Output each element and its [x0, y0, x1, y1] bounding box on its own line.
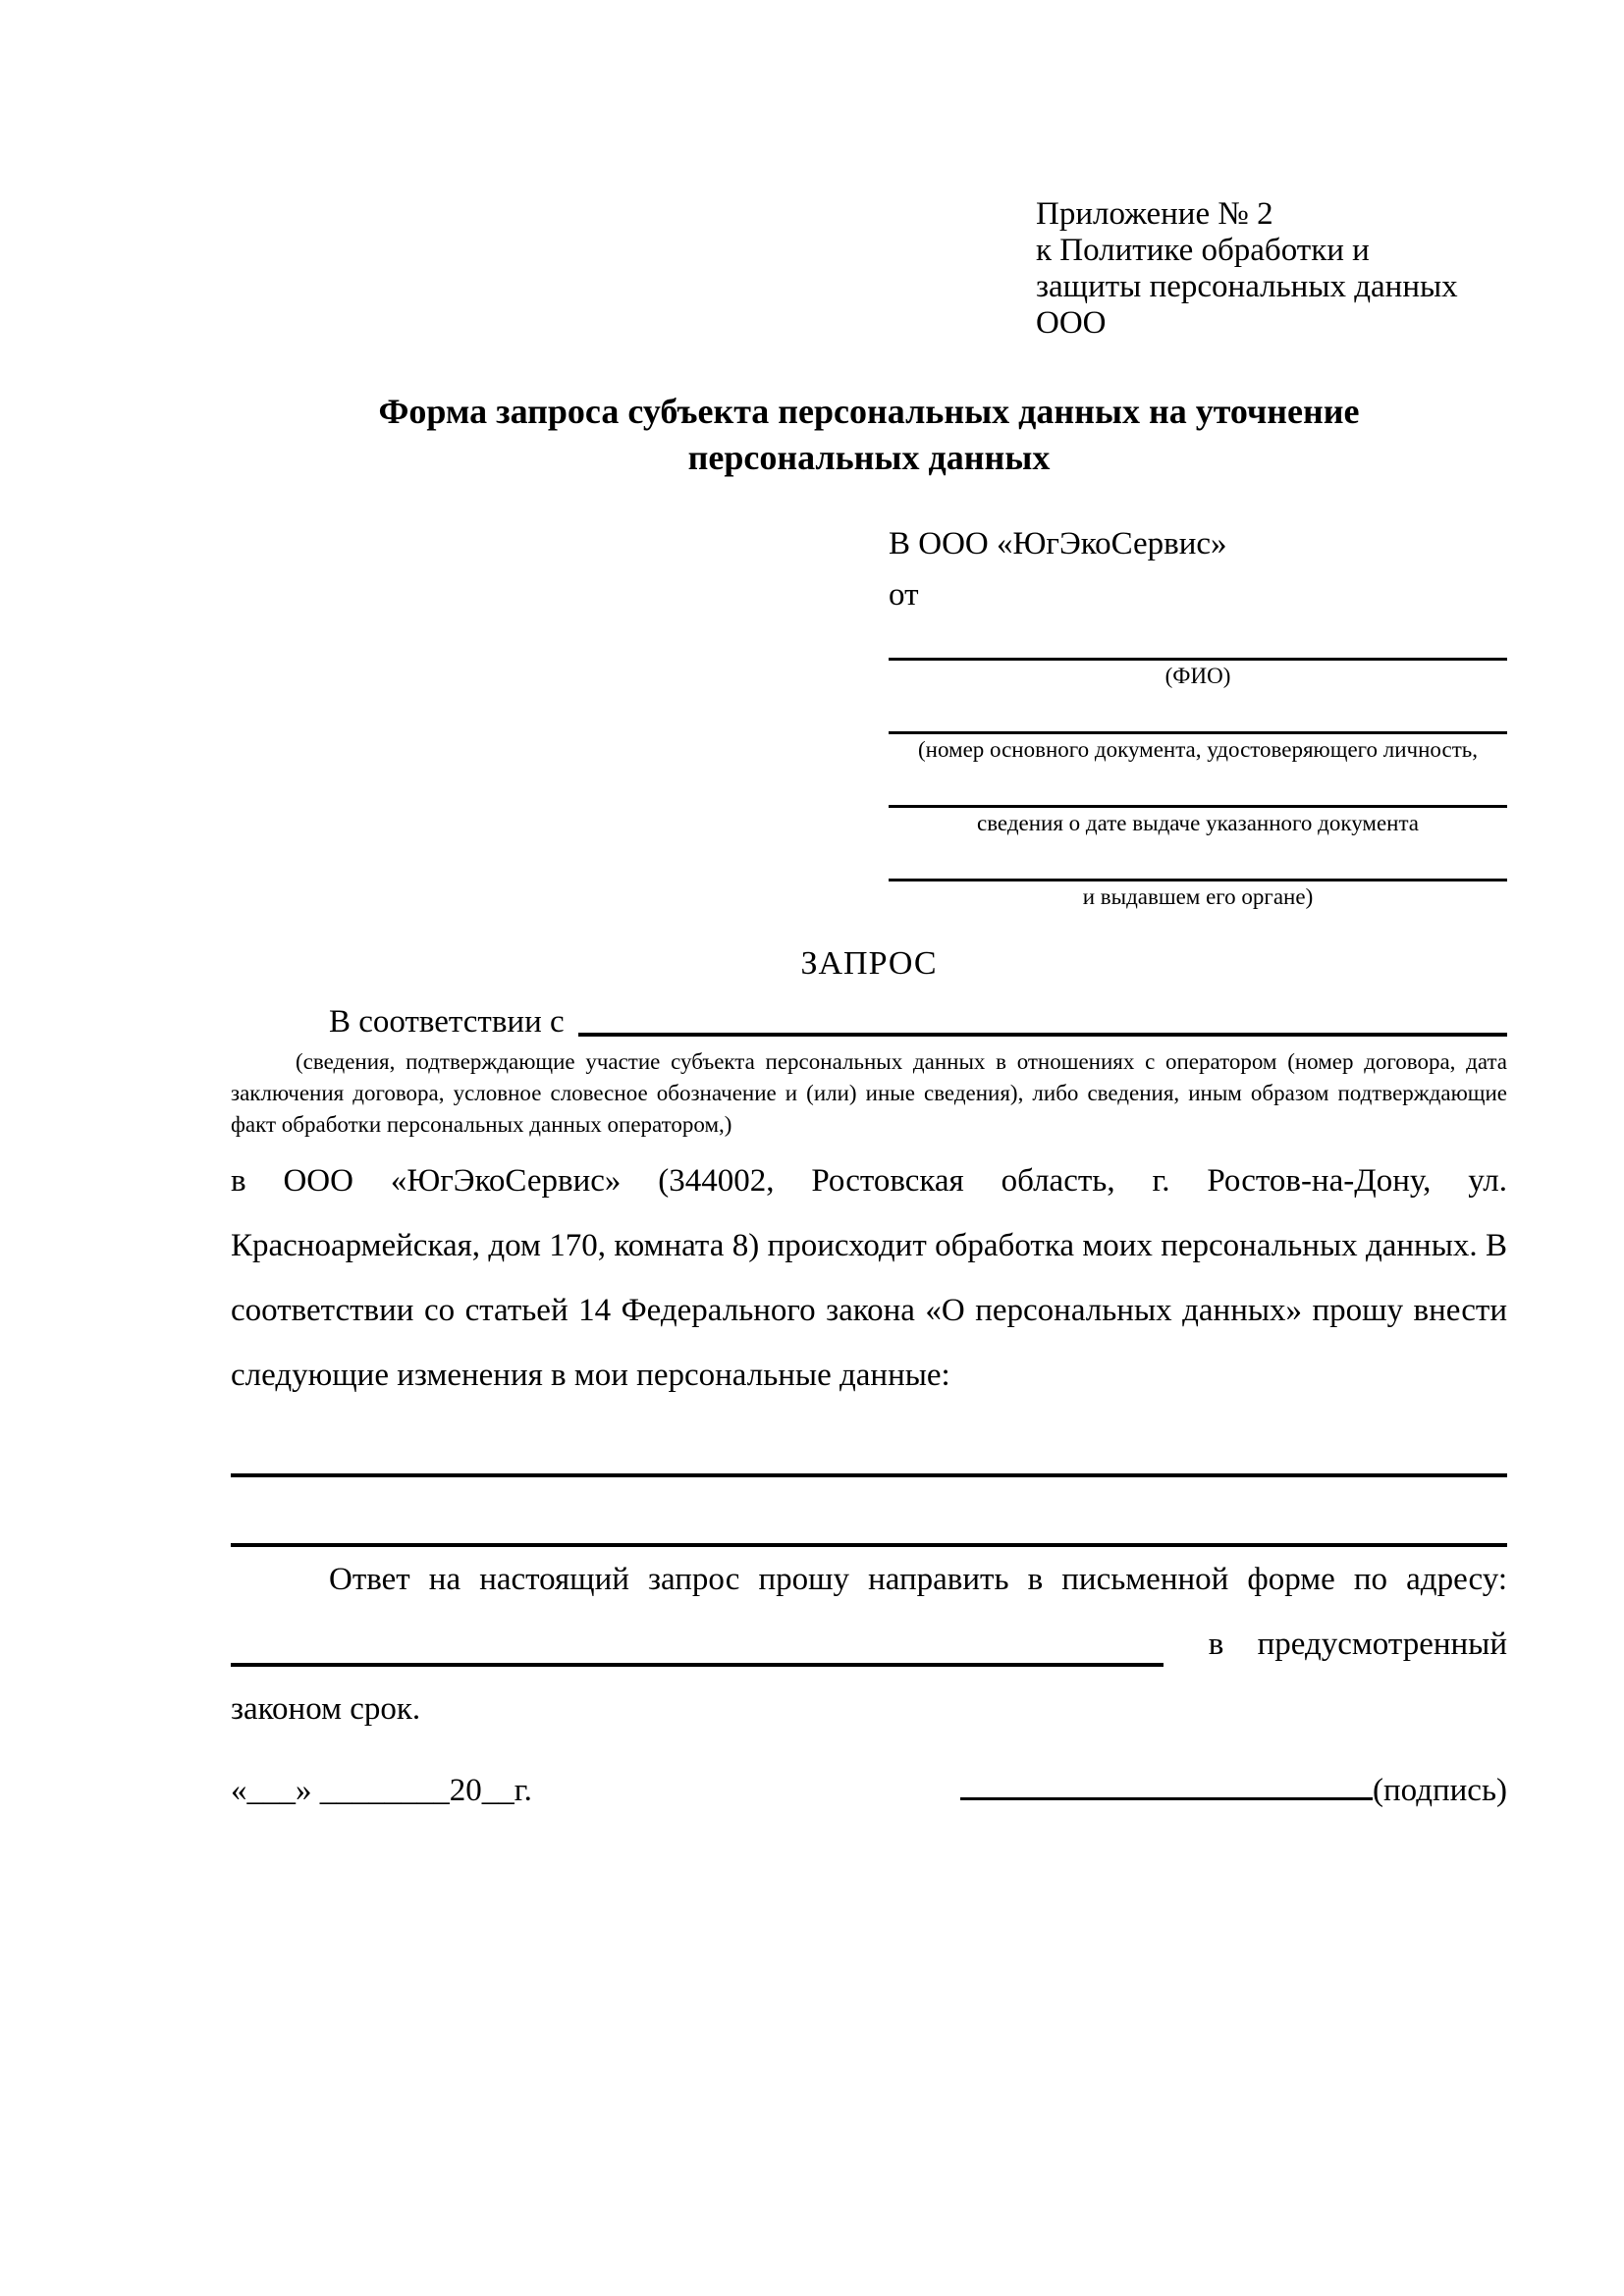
recipient-organization: В ООО «ЮгЭкоСервис» [889, 526, 1227, 561]
reply-lead-paragraph: Ответ на настоящий запрос прошу направить в письменной форме по адресу: [329, 1562, 1507, 1597]
signature-caption: (подпись) [1373, 1773, 1507, 1808]
body-paragraph: в ООО «ЮгЭкоСервис» (344002, Ростовская область, г. Ростов-на-Дону, ул. Красноармейская, дом 170, комната 8) происходит обработка моих персональных данных. В соответствии со статьей 14 Федерального закона «О персональных данных» прошу внести следующие изменения в мои персональные данные: [231, 1163, 1507, 1393]
doc-issue-date-blank-line [889, 762, 1507, 808]
appendix-line: ООО [1036, 305, 1107, 341]
signature-blank-line [960, 1796, 1373, 1800]
appendix-block [1036, 196, 1507, 342]
request-heading: ЗАПРОС [800, 945, 938, 982]
changes-blank-line-2 [231, 1477, 1507, 1547]
changes-blank-line-1 [231, 1408, 1507, 1477]
appendix-line: защиты персональных данных [1036, 269, 1458, 304]
recipient-block [889, 524, 1507, 909]
doc-issuer-caption: и выдавшем его органе) [1082, 884, 1314, 909]
signature-row [231, 1769, 1507, 1812]
signature-group [960, 1769, 1507, 1812]
intro-lead-text: В соответствии с [329, 1004, 565, 1040]
intro-row [231, 1001, 1507, 1042]
document-title: Форма запроса субъекта персональных данных на уточнение персональных данных [378, 392, 1360, 477]
intro-note: (сведения, подтверждающие участие субъекта персональных данных в отношениях с оператором (номер договора, дата заключения договора, условное словесное обозначение и (или) иные сведения), либо сведения, иным образом подтверждающие факт обработки персональных данных оператором,) [231, 1049, 1507, 1137]
appendix-line: Приложение № 2 [1036, 196, 1273, 232]
doc-issue-date-field [889, 762, 1507, 835]
reply-address-blank-line [231, 1663, 1164, 1667]
reply-tail-line2: законом срок. [231, 1691, 421, 1727]
fio-blank-line [889, 614, 1507, 661]
fio-field [889, 614, 1507, 688]
recipient-from-label: от [889, 577, 919, 613]
doc-issue-date-caption: сведения о дате выдаче указанного документа [976, 811, 1420, 835]
fio-caption: (ФИО) [1164, 664, 1231, 688]
doc-number-blank-line [889, 688, 1507, 734]
doc-number-field [889, 688, 1507, 762]
doc-issuer-field [889, 835, 1507, 909]
intro-blank-line [578, 1033, 1507, 1037]
date-blank-text: «___» ________20__г. [231, 1773, 532, 1808]
appendix-line: к Политике обработки и [1036, 233, 1370, 268]
doc-number-caption: (номер основного документа, удостоверяющего личность, [917, 737, 1478, 762]
reply-address-row [231, 1612, 1507, 1677]
doc-issuer-blank-line [889, 835, 1507, 881]
reply-tail-text: в предусмотренный [1208, 1627, 1507, 1662]
